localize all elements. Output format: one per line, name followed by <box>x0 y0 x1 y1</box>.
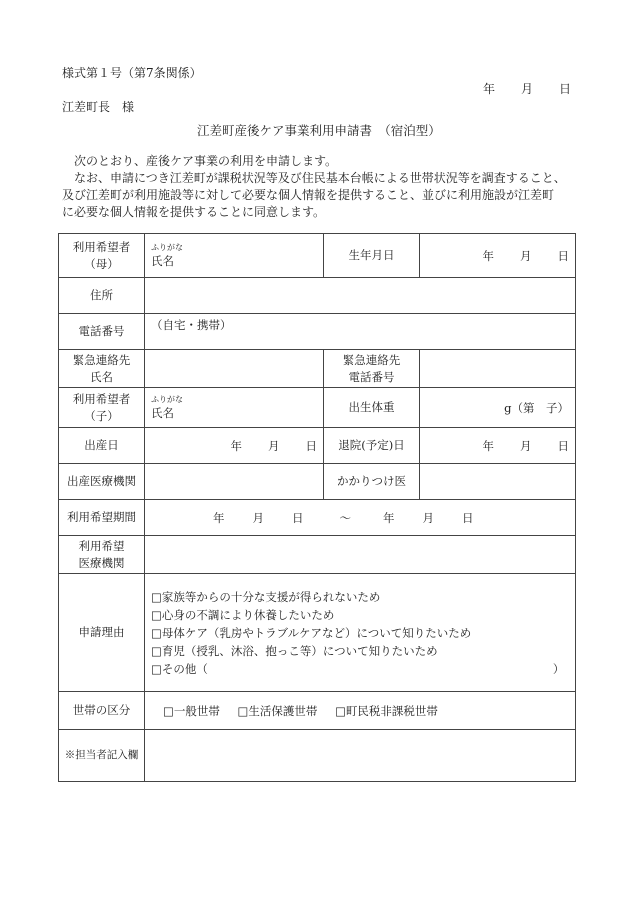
hospital-row <box>59 464 576 500</box>
staff-label: ※担当者記入欄 <box>59 730 145 782</box>
staff-field[interactable] <box>145 730 576 782</box>
phone-row <box>59 314 576 350</box>
facility-label <box>59 536 145 574</box>
mother-row <box>59 234 576 278</box>
emergency-name-field[interactable] <box>145 350 324 388</box>
month-label: 月 <box>520 438 532 453</box>
child-name-field[interactable] <box>145 388 324 428</box>
name-label: 氏名 <box>151 253 174 268</box>
mother-name-field[interactable] <box>145 234 324 278</box>
hospital-label: 出産医療機関 <box>59 464 145 500</box>
intro-line: 及び江差町が利用施設等に対して必要な個人情報を提供すること、並びに利用施設が江差町 <box>62 188 555 202</box>
emergency-phone-label-line: 緊急連絡先 <box>342 352 401 367</box>
household-checkbox[interactable]: □一般世帯 <box>163 703 220 718</box>
mother-birthdate-field[interactable] <box>420 234 576 278</box>
furigana-label: ふりがな <box>151 394 183 404</box>
date-year: 年 <box>483 82 496 96</box>
family-doctor-label: かかりつけ医 <box>324 464 420 500</box>
family-doctor-field[interactable] <box>420 464 576 500</box>
furigana-label: ふりがな <box>151 242 183 252</box>
emergency-phone-label <box>324 350 420 388</box>
application-date <box>483 80 571 97</box>
mother-label-line: （母） <box>84 256 119 271</box>
child-label <box>59 388 145 428</box>
staff-row <box>59 730 576 782</box>
day-label: 日 <box>557 438 569 453</box>
date-month: 月 <box>521 82 534 96</box>
emergency-name-label <box>59 350 145 388</box>
period-row <box>59 500 576 536</box>
household-checkbox[interactable]: □生活保護世帯 <box>237 703 318 718</box>
child-label-line: 利用希望者 <box>72 391 131 406</box>
month-label: 月 <box>422 510 434 525</box>
recipient: 江差町長 様 <box>62 100 135 114</box>
day-label: 日 <box>557 248 569 263</box>
form-number: 様式第１号（第7条関係） <box>62 66 202 80</box>
delivery-date-label: 出産日 <box>59 428 145 464</box>
document-title: 江差町産後ケア事業利用申請書 （宿泊型） <box>197 123 441 138</box>
address-field[interactable] <box>145 278 576 314</box>
phone-field[interactable] <box>145 314 576 350</box>
household-options <box>145 692 576 730</box>
intro-line: 次のとおり、産後ケア事業の利用を申請します。 <box>62 154 338 168</box>
facility-label-line: 利用希望 <box>78 538 125 553</box>
household-label: 世帯の区分 <box>59 692 145 730</box>
household-row <box>59 692 576 730</box>
mother-label-line: 利用希望者 <box>72 239 131 254</box>
facility-row <box>59 536 576 574</box>
discharge-date-field[interactable] <box>420 428 576 464</box>
household-checkbox[interactable]: □町民税非課税世帯 <box>335 703 438 718</box>
reason-row <box>59 574 576 692</box>
address-label: 住所 <box>59 278 145 314</box>
reason-checkbox[interactable]: □その他（ ） <box>151 661 565 676</box>
mother-label <box>59 234 145 278</box>
facility-label-line: 医療機関 <box>78 555 125 570</box>
application-form-table <box>58 233 576 782</box>
day-label: 日 <box>462 510 474 525</box>
delivery-date-field[interactable] <box>145 428 324 464</box>
month-label: 月 <box>520 248 532 263</box>
reason-checkbox[interactable]: □育児（授乳、沐浴、抱っこ等）について知りたいため <box>151 643 438 658</box>
year-label: 年 <box>383 510 395 525</box>
birth-weight-label: 出生体重 <box>324 388 420 428</box>
phone-label: 電話番号 <box>59 314 145 350</box>
day-label: 日 <box>292 510 304 525</box>
phone-hint: （自宅・携帯） <box>151 318 232 332</box>
intro-line: なお、申請につき江差町が課税状況等及び住民基本台帳による世帯状況等を調査すること、 <box>62 171 566 185</box>
year-label: 年 <box>482 438 494 453</box>
year-label: 年 <box>230 438 242 453</box>
name-label: 氏名 <box>151 405 174 420</box>
date-day: 日 <box>559 82 572 96</box>
year-label: 年 <box>213 510 225 525</box>
month-label: 月 <box>252 510 264 525</box>
period-tilde: ～ <box>339 510 351 525</box>
emergency-phone-label-line: 電話番号 <box>348 369 395 384</box>
discharge-date-label: 退院(予定)日 <box>324 428 420 464</box>
intro-line: に必要な個人情報を提供することに同意します。 <box>62 205 326 219</box>
delivery-row <box>59 428 576 464</box>
consent-paragraph <box>62 153 582 221</box>
period-field[interactable] <box>145 500 576 536</box>
reason-label: 申請理由 <box>59 574 145 692</box>
reason-checkbox[interactable]: □家族等からの十分な支援が得られないため <box>151 589 381 604</box>
hospital-field[interactable] <box>145 464 324 500</box>
emergency-name-label-line: 緊急連絡先 <box>72 352 131 367</box>
month-label: 月 <box>268 438 280 453</box>
period-label: 利用希望期間 <box>59 500 145 536</box>
birth-weight-field[interactable]: g（第 子） <box>420 388 576 428</box>
year-label: 年 <box>482 248 494 263</box>
reason-checkbox[interactable]: □母体ケア（乳房やトラブルケアなど）について知りたいため <box>151 625 472 640</box>
birthdate-label: 生年月日 <box>324 234 420 278</box>
address-row <box>59 278 576 314</box>
day-label: 日 <box>305 438 317 453</box>
reason-checkbox[interactable]: □心身の不調により休養したいため <box>151 607 335 622</box>
facility-field[interactable] <box>145 536 576 574</box>
reason-options <box>145 574 576 692</box>
emergency-row <box>59 350 576 388</box>
emergency-name-label-line: 氏名 <box>90 369 113 384</box>
child-label-line: （子） <box>84 408 119 423</box>
child-row <box>59 388 576 428</box>
emergency-phone-field[interactable] <box>420 350 576 388</box>
